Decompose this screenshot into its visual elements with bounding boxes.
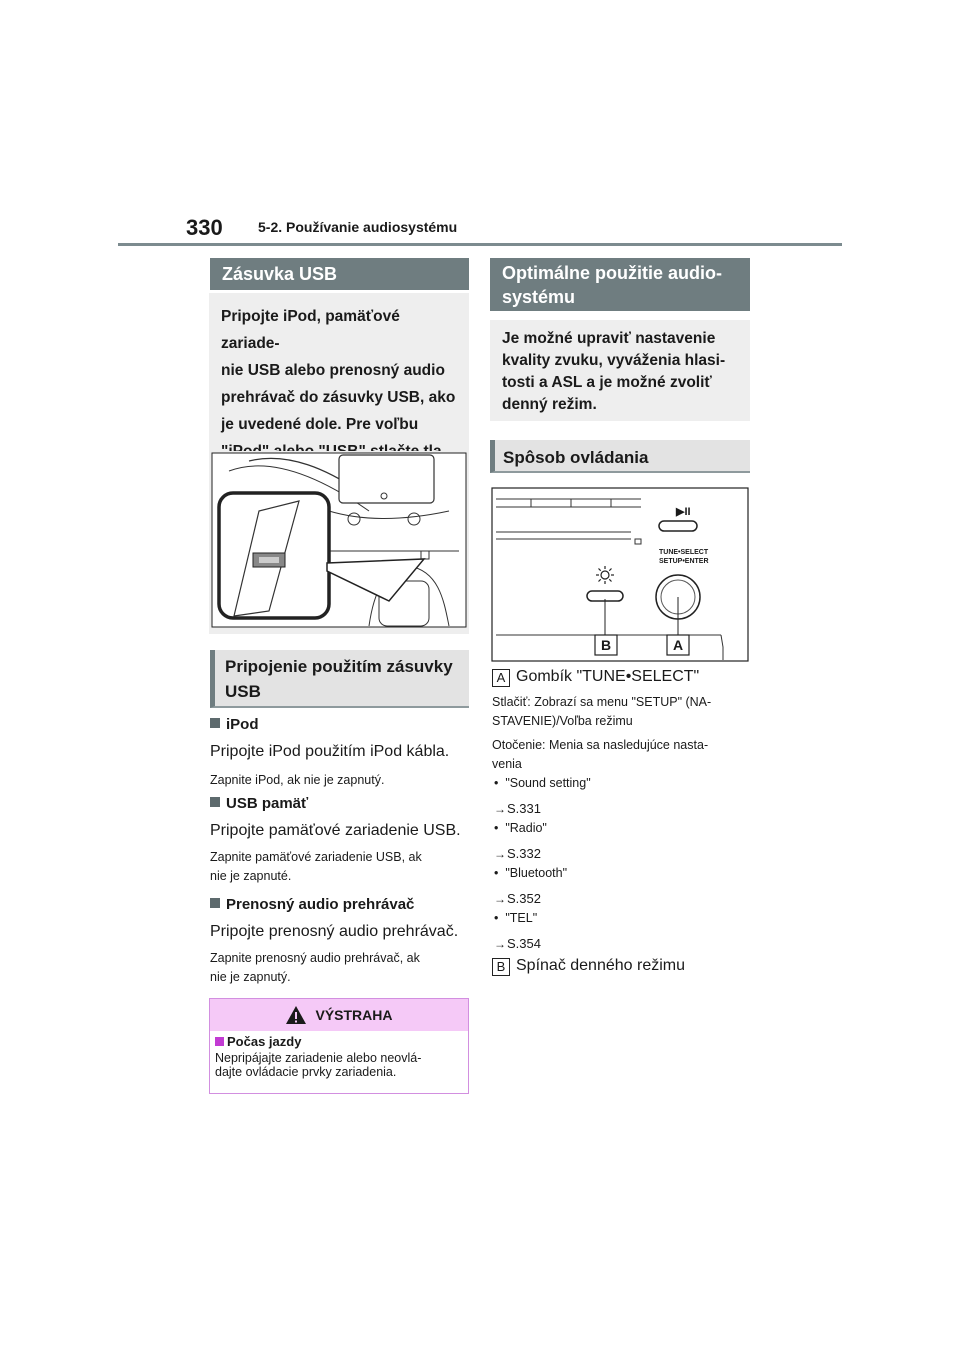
page-ref: S.354 bbox=[507, 936, 541, 951]
optimal-intro bbox=[490, 320, 750, 421]
square-bullet-icon bbox=[215, 1037, 224, 1046]
warning-title: Počas jazdy bbox=[227, 1034, 302, 1049]
setting-name: "Radio" bbox=[505, 821, 547, 835]
a-press-line: Stlačiť: Zobrazí sa menu "SETUP" (NA- bbox=[492, 695, 712, 709]
item-note: Zapnite iPod, ak nie je zapnutý. bbox=[210, 773, 385, 787]
list-item: • "Radio" bbox=[494, 821, 547, 835]
setting-name: "TEL" bbox=[505, 911, 538, 925]
settings-list bbox=[494, 774, 744, 954]
item-title: Prenosný audio prehrávač bbox=[226, 896, 415, 913]
diagram-label-a: A bbox=[672, 637, 684, 653]
a-description bbox=[492, 668, 754, 774]
b-description bbox=[492, 957, 754, 976]
a-turn-line: venia bbox=[492, 757, 522, 771]
diagram-label-b: B bbox=[600, 637, 612, 653]
usb-intro bbox=[209, 293, 469, 451]
optimal-intro-line: tosti a ASL a je možné zvoliť bbox=[502, 374, 712, 391]
warning-triangle-icon bbox=[285, 1005, 307, 1025]
optimal-title bbox=[490, 258, 750, 311]
page-number: 330 bbox=[186, 215, 223, 240]
item-note: nie je zapnutý. bbox=[210, 970, 291, 984]
setting-name: "Bluetooth" bbox=[505, 866, 568, 880]
item-main: Pripojte iPod použitím iPod kábla. bbox=[210, 743, 450, 760]
header-rule bbox=[118, 243, 842, 246]
usb-intro-line: je uvedené dole. Pre voľbu bbox=[221, 416, 419, 433]
item-usb bbox=[210, 795, 472, 886]
connect-title-line: USB bbox=[225, 682, 261, 701]
connect-title-line: Pripojenie použitím zásuvky bbox=[225, 657, 453, 676]
connect-title bbox=[210, 650, 469, 708]
optimal-title-line: systému bbox=[502, 287, 576, 307]
list-item: • "Sound setting" bbox=[494, 776, 591, 790]
usb-intro-line: Pripojte iPod, pamäťové zariade- bbox=[221, 308, 400, 352]
page-ref: S.331 bbox=[507, 801, 541, 816]
arrow-right-icon: → bbox=[494, 847, 506, 861]
optimal-intro-line: denný režim. bbox=[502, 396, 597, 413]
arrow-right-icon: → bbox=[494, 937, 506, 951]
warning-line: Nepripájajte zariadenie alebo neovlá- bbox=[215, 1051, 422, 1065]
square-bullet-icon bbox=[210, 797, 220, 807]
optimal-intro-line: kvality zvuku, vyváženia hlasi- bbox=[502, 352, 726, 369]
a-turn-line: Otočenie: Menia sa nasledujúce nasta- bbox=[492, 738, 709, 752]
usb-intro-line: prehrávač do zásuvky USB, ako bbox=[221, 389, 456, 406]
square-bullet-icon bbox=[210, 718, 220, 728]
list-ref bbox=[494, 889, 744, 909]
item-title: iPod bbox=[226, 716, 259, 733]
arrow-right-icon: → bbox=[494, 802, 506, 816]
item-ipod bbox=[210, 716, 472, 790]
item-main: Pripojte prenosný audio prehrávač. bbox=[210, 923, 459, 940]
setting-name: "Sound setting" bbox=[505, 776, 591, 790]
square-bullet-icon bbox=[210, 898, 220, 908]
warning-header bbox=[210, 999, 468, 1031]
arrow-right-icon: → bbox=[494, 892, 506, 906]
usb-intro-line: nie USB alebo prenosný audio bbox=[221, 362, 445, 379]
list-item: • "Bluetooth" bbox=[494, 866, 568, 880]
usb-socket-title: Zásuvka USB bbox=[210, 258, 469, 290]
list-ref bbox=[494, 799, 744, 819]
list-ref bbox=[494, 844, 744, 864]
optimal-title-line: Optimálne použitie audio- bbox=[502, 263, 722, 283]
setup-enter-label: SETUP•ENTER bbox=[659, 558, 709, 565]
optimal-intro-line: Je možné upraviť nastavenie bbox=[502, 330, 716, 347]
audio-panel-illustration bbox=[491, 487, 749, 662]
control-title: Spôsob ovládania bbox=[490, 440, 750, 473]
a-press-line: STAVENIE)/Voľba režimu bbox=[492, 714, 633, 728]
warning-label: VÝSTRAHA bbox=[315, 1007, 393, 1023]
b-title: Spínač denného režimu bbox=[516, 957, 685, 974]
warning-line: dajte ovládacie prvky zariadenia. bbox=[215, 1065, 397, 1079]
page-ref: S.352 bbox=[507, 891, 541, 906]
item-main: Pripojte pamäťové zariadenie USB. bbox=[210, 822, 461, 839]
warning-box bbox=[209, 998, 469, 1094]
control-diagram bbox=[491, 487, 749, 662]
label-b-box: B bbox=[492, 958, 510, 976]
list-ref bbox=[494, 934, 744, 954]
usb-illustration-frame bbox=[209, 451, 469, 634]
item-title: USB pamäť bbox=[226, 795, 309, 812]
label-a-box: A bbox=[492, 669, 510, 687]
list-item: • "TEL" bbox=[494, 911, 538, 925]
usb-socket-illustration bbox=[209, 451, 469, 634]
item-note: Zapnite prenosný audio prehrávač, ak bbox=[210, 951, 420, 965]
tune-select-label: TUNE•SELECT bbox=[659, 549, 709, 556]
page-ref: S.332 bbox=[507, 846, 541, 861]
section-title: 5-2. Používanie audiosystému bbox=[258, 219, 458, 235]
play-pause-icon: ▶II bbox=[676, 506, 691, 518]
item-note: nie je zapnuté. bbox=[210, 869, 292, 883]
item-portable bbox=[210, 896, 472, 987]
a-title: Gombík "TUNE•SELECT" bbox=[516, 668, 700, 685]
item-note: Zapnite pamäťové zariadenie USB, ak bbox=[210, 850, 422, 864]
